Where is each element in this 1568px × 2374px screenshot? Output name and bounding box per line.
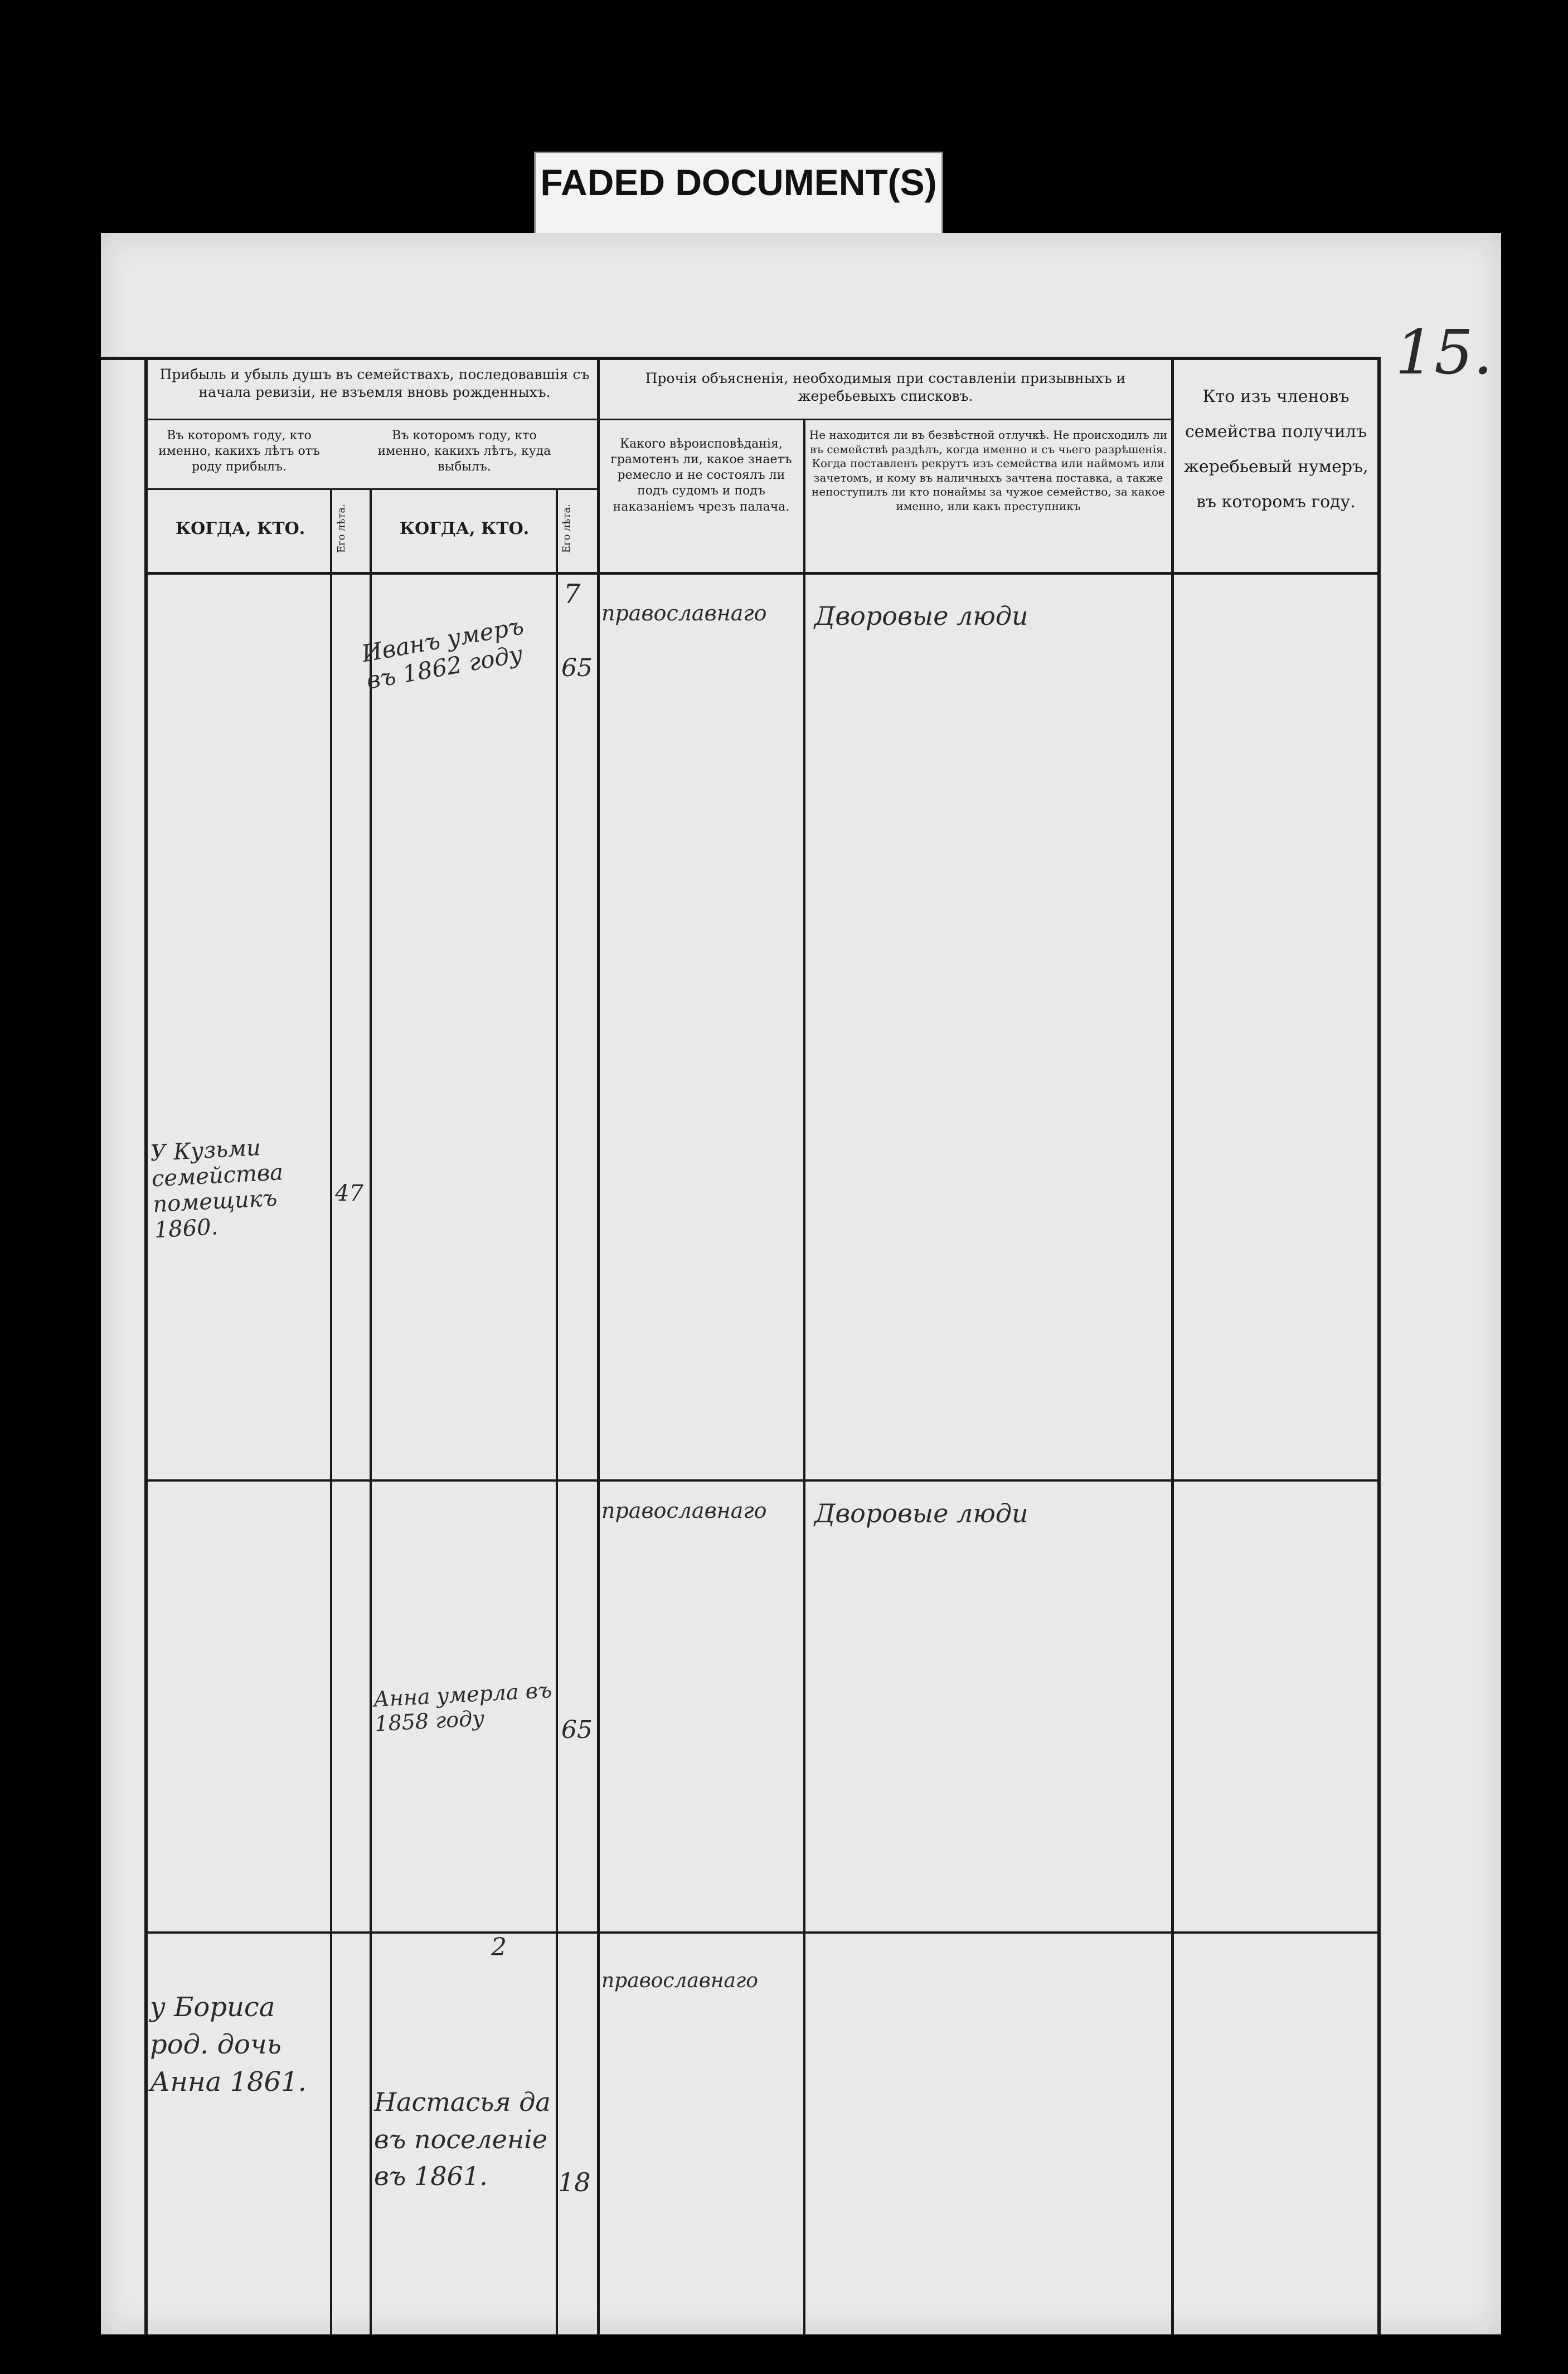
header-when-who-1: КОГДА, КТО. bbox=[175, 519, 305, 538]
header-split-sub bbox=[145, 488, 598, 490]
header-lot-number-col: Кто изъ членовъ семейства получилъ жеребьевый нумеръ, въ которомъ году. bbox=[1183, 387, 1368, 512]
table-divider-2 bbox=[370, 488, 372, 2336]
row3-top-mark: 2 bbox=[491, 1933, 507, 1962]
header-age-2: Его лѣта. bbox=[561, 504, 572, 553]
row3-arrival-note: у Бориса род. дочь Анна 1861. bbox=[150, 1992, 307, 2098]
header-bottom-border bbox=[145, 572, 1378, 575]
row1-faith: православнаго bbox=[601, 601, 767, 625]
row-divider-2 bbox=[145, 1931, 1378, 1934]
row2-faith: православнаго bbox=[601, 1498, 767, 1523]
row1-remark: Дворовые люди bbox=[814, 601, 1028, 631]
row1-arrival-age: 47 bbox=[335, 1181, 363, 1206]
header-age-1: Его лѣта. bbox=[336, 504, 347, 553]
header-absence-col: Не находится ли въ безвѣстной отлучкѣ. Не происходилъ ли въ семействѣ раздѣлъ, когда именно и съ чьего разрѣшенія. Когда поставленъ рекрутъ изъ семейства или наймомъ или зачетомъ, и кому въ наличныхъ зачтена поставка, а также непоступилъ ли кто понаймы за чужое семейство, за какое именно, или какъ преступникъ bbox=[809, 428, 1168, 513]
row2-remark: Дворовые люди bbox=[814, 1498, 1028, 1528]
header-loss-col: Въ которомъ году, кто именно, какихъ лѣтъ, куда выбылъ. bbox=[377, 429, 551, 474]
row3-faith: православнаго bbox=[601, 1969, 758, 1992]
row2-departure-note: Анна умерла въ 1858 году bbox=[372, 1677, 553, 1736]
register-page bbox=[101, 233, 1501, 2334]
row1-arrival-note: У Кузьми семейства помещикъ 1860. bbox=[149, 1135, 284, 1244]
page-number: 15. bbox=[1395, 317, 1493, 388]
faded-documents-label: FADED DOCUMENT(S) bbox=[534, 152, 943, 240]
header-faith-col: Какого вѣроисповѣданія, грамотенъ ли, какое знаетъ ремесло и не состоялъ ли подъ судомъ и подъ наказаніемъ чрезъ палача. bbox=[610, 437, 792, 514]
row2-departure-age: 65 bbox=[561, 1716, 593, 1744]
row1-departure-note: Иванъ умеръ въ 1862 году bbox=[360, 612, 526, 695]
header-split-left bbox=[145, 419, 1172, 420]
header-group-other-explanations: Прочія объясненія, необходимыя при составленіи призывныхъ и жеребьевыхъ списковъ. bbox=[645, 370, 1126, 404]
table-divider-6 bbox=[1171, 357, 1174, 2336]
table-top-border bbox=[101, 357, 1380, 360]
row3-departure-note: Настасья да въ поселеніе въ 1861. bbox=[374, 2087, 551, 2192]
table-divider-5 bbox=[803, 419, 805, 2336]
header-when-who-2: КОГДА, КТО. bbox=[399, 519, 530, 538]
row-divider-1 bbox=[145, 1479, 1378, 1482]
row1-age-top: 7 bbox=[564, 579, 581, 610]
row3-departure-age: 18 bbox=[558, 2167, 591, 2197]
table-divider-4 bbox=[597, 357, 600, 2336]
table-right-border bbox=[1377, 357, 1381, 2336]
row1-departure-age: 65 bbox=[561, 654, 593, 682]
header-gain-col: Въ которомъ году, кто именно, какихъ лѣтъ отъ роду прибылъ. bbox=[158, 429, 320, 474]
table-divider-3 bbox=[556, 488, 558, 2336]
header-group-gain-loss: Прибыль и убыль душъ въ семействахъ, последовавшія съ начала ревизіи, не взъемля вновь рожденныхъ. bbox=[159, 366, 590, 400]
table-left-border bbox=[144, 357, 148, 2336]
